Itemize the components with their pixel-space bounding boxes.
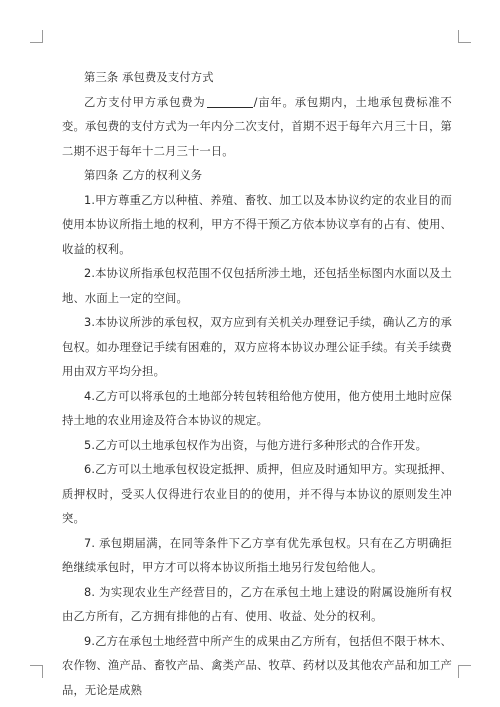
article-4-item-2: 2.本协议所指承包权范围不仅包括所涉土地，还包括坐标图内水面以及土地、水面上一定的空间。 [62,267,452,305]
article-3-paragraph [62,91,452,165]
article-4-item-1: 1.甲方尊重乙方以种植、养殖、畜牧、加工以及本协议约定的农业目的而使用本协议所指土地的权利，甲方不得干预乙方依本协议享有的占有、使用、收益的权利。 [62,193,452,256]
crop-mark-top-right [458,30,471,43]
article-4-item-5: 5.乙方可以土地承包权作为出资，与他方进行多种形式的合作开发。 [84,438,428,452]
fee-text-before: 乙方支付甲方承包费为 [84,95,206,109]
crop-mark-top-left [30,30,43,43]
crop-mark-bottom-right [458,665,471,678]
fee-blank-line [207,95,253,108]
article-3-heading: 第三条 承包费及支付方式 [84,71,214,84]
article-4-item-9: 9.乙方在承包土地经营中所产生的成果由乙方所有，包括但不限于林木、农作物、渔产品、畜牧产品、禽类产品、牧草、药材以及其他农产品和加工产品，无论是成熟 [62,634,452,697]
document-body [62,66,452,703]
article-4-item-7: 7. 承包期届满，在同等条件下乙方享有优先承包权。只有在乙方明确拒绝继续承包时，甲方才可以将本协议所指土地另行发包给他人。 [62,536,452,574]
article-4-item-8: 8. 为实现农业生产经营目的，乙方在承包土地上建设的附属设施所有权由乙方所有，乙方拥有排他的占有、使用、收益、处分的权利。 [62,585,452,623]
crop-mark-bottom-left [30,665,43,678]
article-4-item-6: 6.乙方可以土地承包权设定抵押、质押，但应及时通知甲方。实现抵押、质押权时，受买人仅得进行农业目的的使用，并不得与本协议的原则发生冲突。 [62,463,452,525]
fee-text-after: /亩年。承包期内，土地承包费标准不变。承包费的支付方式为一年内分二次支付，首期不迟于每年六月三十日，第二期不迟于每年十二月三十一日。 [62,95,452,158]
article-4-heading: 第四条 乙方的权利义务 [84,169,203,182]
article-4-item-3: 3.本协议所涉的承包权，双方应到有关机关办理登记手续，确认乙方的承包权。如办理登记手续有困难的，双方应将本协议办理公证手续。有关手续费用由双方平均分担。 [62,316,452,378]
article-4-item-4: 4.乙方可以将承包的土地部分转包转租给他方使用，他方使用土地时应保持土地的农业用途及符合本协议的规定。 [62,389,452,427]
